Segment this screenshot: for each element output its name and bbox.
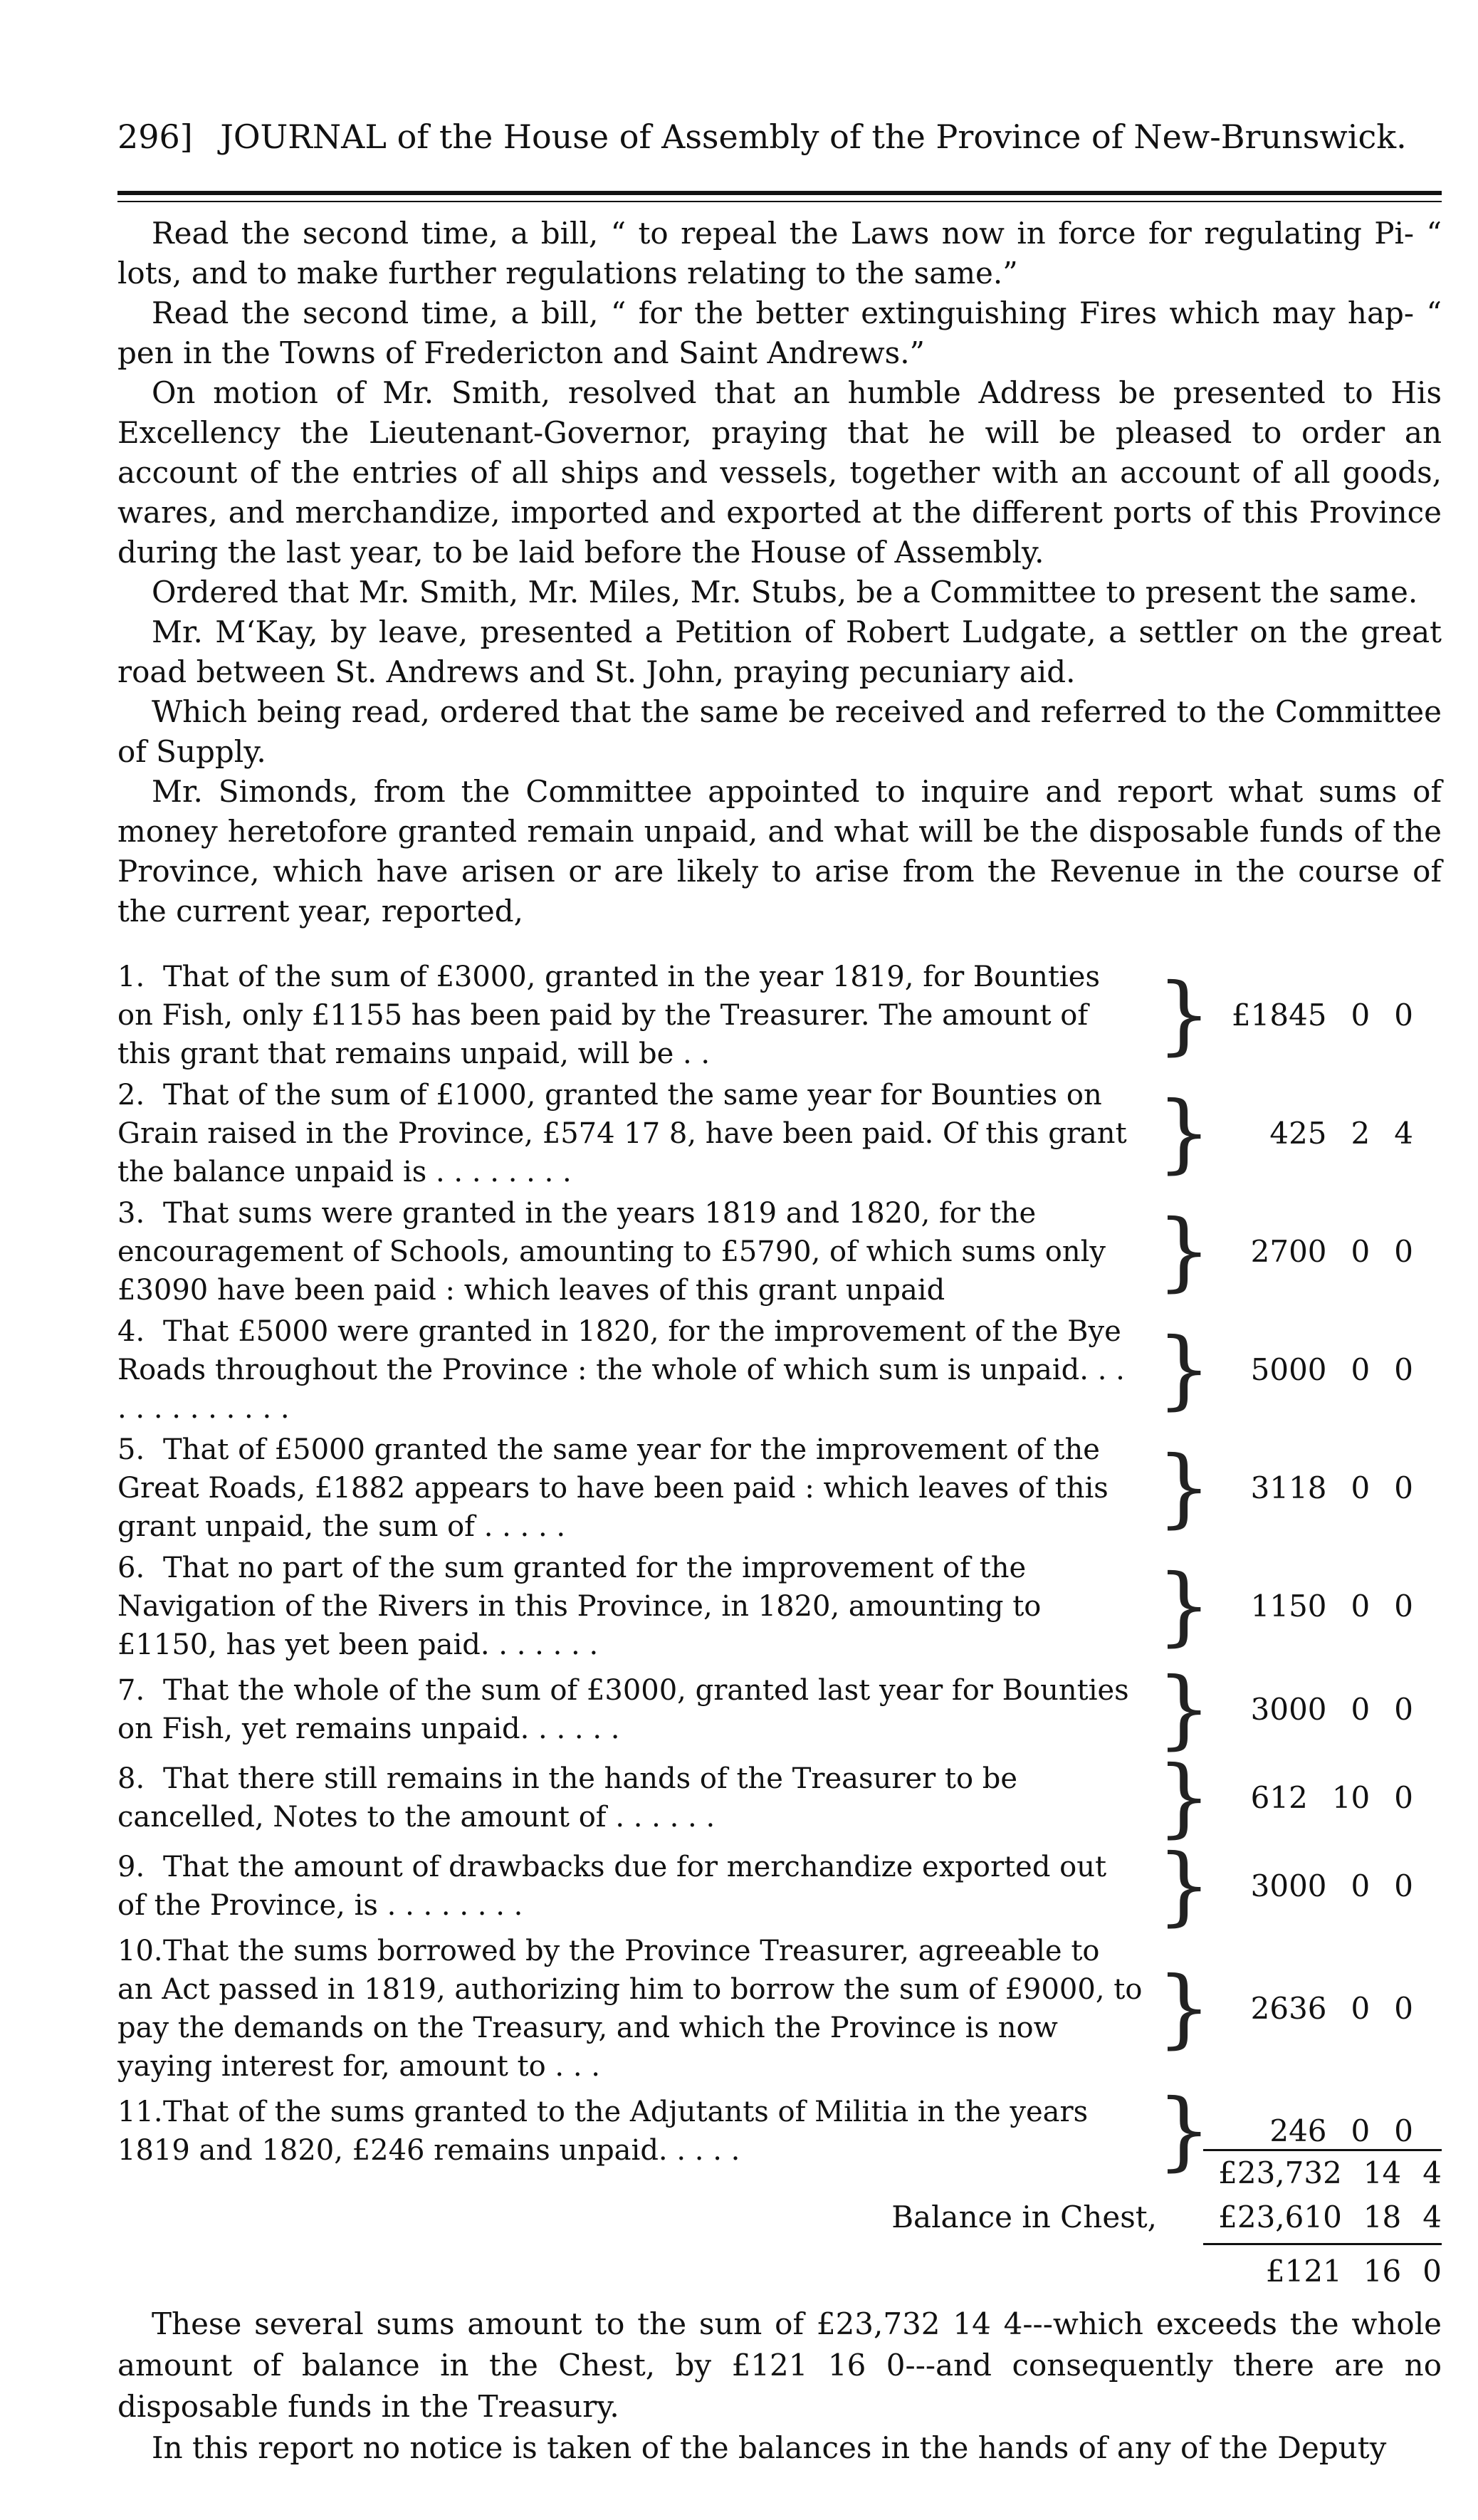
total-sum-row — [117, 2150, 1442, 2195]
amount-shillings: 2 — [1351, 1116, 1370, 1151]
brace-icon: } — [1157, 1320, 1212, 1419]
header-rule-thick — [117, 191, 1442, 195]
brace-icon: } — [1157, 1748, 1212, 1847]
page-title: JOURNAL of the House of Assembly of the Province of New-Brunswick. — [220, 117, 1407, 156]
amount-pounds: 425 — [1269, 1116, 1327, 1151]
item-text: That of £5000 granted the same year for the improvement of the Great Roads, £1882 appears to have been paid : which leaves of this grant unpaid, the sum of . . . . . — [117, 1433, 1108, 1543]
amount-pounds: 1150 — [1250, 1589, 1327, 1624]
totals-block — [117, 2150, 1442, 2293]
amount-pounds: 3000 — [1250, 1868, 1327, 1903]
amount-pence: 0 — [1394, 2113, 1413, 2148]
report-item — [117, 1076, 1442, 1191]
item-text: That there still remains in the hands of the Treasurer to be cancelled, Notes to the amount of . . . . . . — [117, 1762, 1018, 1834]
item-number: 6. — [117, 1552, 145, 1584]
brace-icon: } — [1157, 2081, 1212, 2180]
paragraph-committee-order: Ordered that Mr. Smith, Mr. Miles, Mr. Stubs, be a Committee to present the same. — [152, 575, 1418, 610]
amount-shillings: 0 — [1351, 998, 1370, 1032]
amount-pounds: 612 — [1250, 1780, 1308, 1815]
amount-shillings: 0 — [1351, 2113, 1370, 2148]
report-item — [117, 1836, 1442, 1935]
report-item — [117, 1932, 1442, 2086]
total-shillings: 14 — [1363, 2155, 1402, 2190]
item-number: 7. — [117, 1674, 145, 1707]
brace-icon: } — [1157, 1557, 1212, 1656]
amount-pence: 0 — [1394, 1589, 1413, 1624]
balance-pounds: £23,610 — [1218, 2199, 1342, 2234]
report-items — [117, 958, 1442, 2180]
amount-pounds: 3118 — [1250, 1470, 1327, 1505]
amount-pounds: 2636 — [1250, 1991, 1327, 2026]
amount-shillings: 10 — [1331, 1780, 1370, 1815]
amount-pounds: 2700 — [1250, 1234, 1327, 1269]
amount-shillings: 0 — [1351, 1991, 1370, 2026]
report-item — [117, 1194, 1442, 1309]
item-text: That £5000 were granted in 1820, for the improvement of the Bye Roads throughout the Province : the whole of which sum is unpaid. . . . . . . . . . . . . — [117, 1315, 1125, 1425]
item-number: 3. — [117, 1197, 145, 1230]
page-number: 296] — [117, 117, 193, 156]
amount-shillings: 0 — [1351, 1234, 1370, 1269]
brace-icon: } — [1157, 1959, 1212, 2058]
amount-shillings: 0 — [1351, 1352, 1370, 1387]
amount-pounds: £1845 — [1231, 998, 1327, 1032]
item-number: 10. — [117, 1935, 163, 1967]
paragraph-deputy-note: In this report no notice is taken of the balances in the hands of any of the Deputy — [152, 2430, 1387, 2465]
closing-text — [117, 2304, 1442, 2469]
paragraph-petition: Mr. M‘Kay, by leave, presented a Petition of Robert Ludgate, a settler on the great road between St. Andrews and St. John, praying pecuniary aid. — [117, 615, 1442, 689]
item-number: 4. — [117, 1315, 145, 1348]
item-number: 9. — [117, 1851, 145, 1883]
difference-pounds: £121 — [1265, 2253, 1342, 2289]
paragraph-fires-bill: Read the second time, a bill, “ for the better extinguishing Fires which may hap- “ pen in the Towns of Fredericton and Saint Andrews.” — [117, 296, 1442, 370]
amount-shillings: 0 — [1351, 1589, 1370, 1624]
report-item — [117, 1660, 1442, 1759]
amount-shillings: 0 — [1351, 1470, 1370, 1505]
amount-pence: 0 — [1394, 1692, 1413, 1727]
amount-pounds: 3000 — [1250, 1692, 1327, 1727]
item-text: That of the sum of £1000, granted the same year for Bounties on Grain raised in the Province, £574 17 8, have been paid. Of this grant the balance unpaid is . . . . . . . . — [117, 1079, 1127, 1188]
report-item — [117, 1312, 1442, 1428]
balance-label: Balance in Chest, — [891, 2199, 1157, 2234]
paragraph-pilots-bill: Read the second time, a bill, “ to repeal the Laws now in force for regulating Pi- “ lots, and to make further regulations relating to the same.” — [117, 216, 1442, 291]
item-text: That no part of the sum granted for the improvement of the Navigation of the Rivers in this Province, in 1820, amounting to £1150, has yet been paid. . . . . . . — [117, 1552, 1042, 1661]
item-text: That the amount of drawbacks due for merchandize exported out of the Province, is . . . . . . . . — [117, 1851, 1107, 1922]
amount-pence: 0 — [1394, 998, 1413, 1032]
brace-icon: } — [1157, 966, 1212, 1065]
item-number: 1. — [117, 961, 145, 993]
item-text: That sums were granted in the years 1819 and 1820, for the encouragement of Schools, amounting to £5790, of which sums only £3090 have been paid : which leaves of this grant unpaid — [117, 1197, 1106, 1307]
balance-row — [117, 2195, 1442, 2239]
brace-icon: } — [1157, 1836, 1212, 1935]
report-item — [117, 958, 1442, 1073]
difference-pence: 0 — [1422, 2253, 1442, 2289]
amount-pence: 0 — [1394, 1868, 1413, 1903]
item-number: 2. — [117, 1079, 145, 1112]
amount-pence: 0 — [1394, 1780, 1413, 1815]
item-text: That the whole of the sum of £3000, granted last year for Bounties on Fish, yet remains unpaid. . . . . . — [117, 1674, 1129, 1745]
paragraph-conclusion: These several sums amount to the sum of £23,732 14 4---which exceeds the whole amount of balance in the Chest, by £121 16 0---and consequently there are no disposable funds in the Treasury. — [117, 2306, 1442, 2424]
item-number: 11. — [117, 2096, 163, 2128]
amount-shillings: 0 — [1351, 1692, 1370, 1727]
item-number: 8. — [117, 1762, 145, 1795]
report-item — [117, 1549, 1442, 1664]
page-header — [117, 117, 1442, 156]
paragraph-committee-report: Mr. Simonds, from the Committee appointed to inquire and report what sums of money heretofore granted remain unpaid, and what will be the disposable funds of the Province, which have arisen or are likely to arise from the Revenue in the course of the current year, reported, — [117, 774, 1442, 929]
amount-pence: 0 — [1394, 1234, 1413, 1269]
body-text — [117, 214, 1442, 931]
item-text: That the sums borrowed by the Province Treasurer, agreeable to an Act passed in 1819, authorizing him to borrow the sum of £9000, to pay the demands on the Treasury, and which the Province is now yaying interest for, amount to . . . — [117, 1935, 1143, 2083]
paragraph-address-motion: On motion of Mr. Smith, resolved that an humble Address be presented to His Excellency the Lieutenant-Governor, praying that he will be pleased to order an account of the entries of all ships and vessels, together with an account of all goods, wares, and merchandize, imported and exported at the different ports of this Province during the last year, to be laid before the House of Assembly. — [117, 375, 1442, 570]
totals-rule-bottom — [1203, 2243, 1442, 2245]
difference-shillings: 16 — [1363, 2253, 1402, 2289]
brace-icon: } — [1157, 1202, 1212, 1301]
total-pounds: £23,732 — [1218, 2155, 1342, 2190]
paragraph-referral: Which being read, ordered that the same be received and referred to the Committee of Supply. — [117, 694, 1442, 769]
amount-pence: 0 — [1394, 1470, 1413, 1505]
amount-pounds: 5000 — [1250, 1352, 1327, 1387]
brace-icon: } — [1157, 1660, 1212, 1759]
balance-shillings: 18 — [1363, 2199, 1402, 2234]
amount-pence: 4 — [1394, 1116, 1413, 1151]
difference-row — [117, 2249, 1442, 2293]
balance-pence: 4 — [1422, 2199, 1442, 2234]
amount-pence: 0 — [1394, 1352, 1413, 1387]
brace-icon: } — [1157, 1438, 1212, 1537]
brace-icon: } — [1157, 1084, 1212, 1183]
item-text: That of the sum of £3000, granted in the year 1819, for Bounties on Fish, only £1155 has been paid by the Treasurer. The amount of this grant that remains unpaid, will be . . — [117, 961, 1100, 1070]
report-item — [117, 1431, 1442, 1546]
item-number: 5. — [117, 1433, 145, 1466]
total-pence: 4 — [1422, 2155, 1442, 2190]
report-item — [117, 1748, 1442, 1847]
amount-shillings: 0 — [1351, 1868, 1370, 1903]
header-rule-thin — [117, 201, 1442, 202]
amount-pounds: 246 — [1269, 2113, 1327, 2148]
amount-pence: 0 — [1394, 1991, 1413, 2026]
item-text: That of the sums granted to the Adjutants of Militia in the years 1819 and 1820, £246 remains unpaid. . . . . — [117, 2096, 1089, 2167]
